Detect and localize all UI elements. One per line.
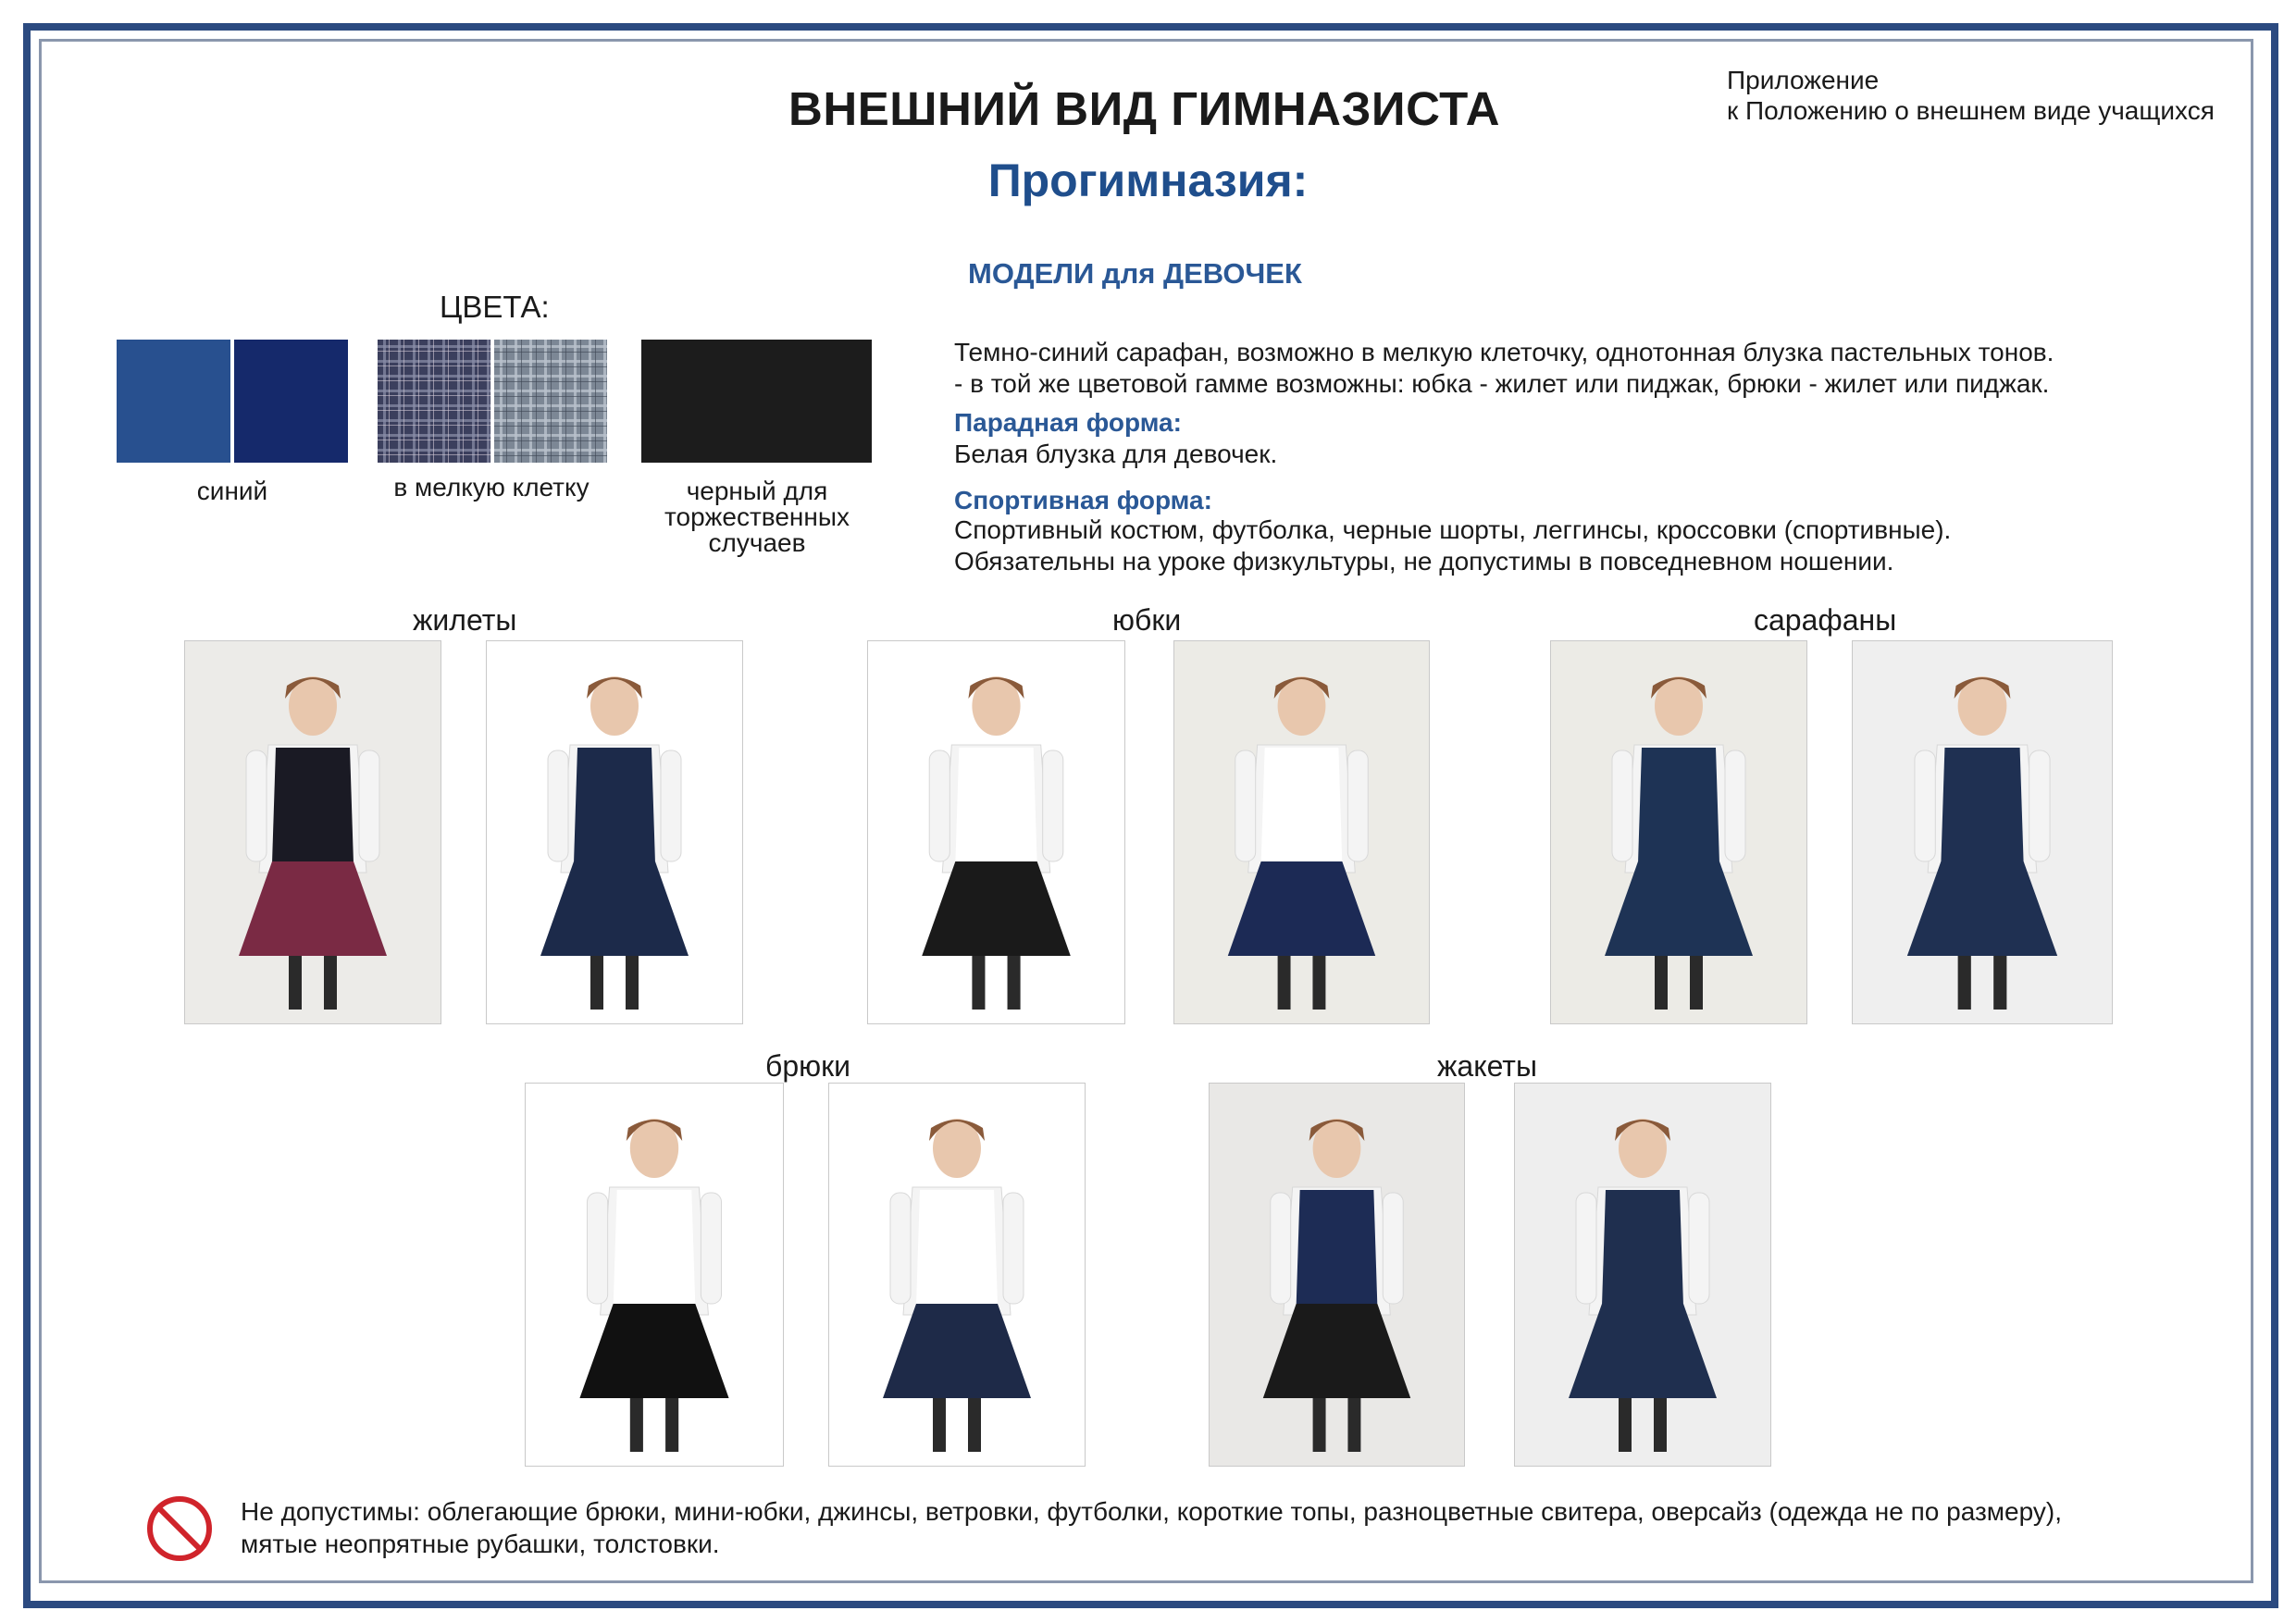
- appendix-line1: Приложение: [1727, 66, 1880, 94]
- swatch-plaid-dark: [378, 340, 490, 463]
- category-trousers: брюки: [765, 1049, 850, 1083]
- models-heading: МОДЕЛИ для ДЕВОЧЕК: [968, 257, 1302, 290]
- category-jackets: жакеты: [1437, 1049, 1537, 1083]
- caption-blue: синий: [196, 477, 268, 505]
- girl-figure-icon: [1551, 641, 1806, 1023]
- photo-skirt-2: [1173, 640, 1430, 1024]
- page-subtitle: Прогимназия:: [987, 155, 1309, 206]
- girl-figure-icon: [1853, 641, 2112, 1023]
- swatch-blue-dark: [234, 340, 348, 463]
- girl-figure-icon: [1210, 1084, 1464, 1466]
- category-sarafans: сарафаны: [1754, 603, 1897, 637]
- category-skirts: юбки: [1112, 603, 1182, 637]
- caption-plaid: в мелкую клетку: [393, 473, 590, 502]
- photo-sarafan-1: [1550, 640, 1807, 1024]
- photo-jacket-2: [1514, 1083, 1771, 1467]
- photo-trousers-2: [828, 1083, 1086, 1467]
- appendix-note: [1727, 65, 2215, 126]
- parade-heading: Парадная форма:: [954, 408, 1182, 437]
- parade-text: Белая блузка для девочек.: [954, 440, 1278, 468]
- sport-heading: Спортивная форма:: [954, 486, 1212, 514]
- category-vests: жилеты: [413, 603, 517, 637]
- caption-black: черный для торжественных случаев: [664, 477, 850, 557]
- appendix-line2: к Положению о внешнем виде учащихся: [1727, 96, 2215, 125]
- girl-figure-icon: [526, 1084, 783, 1466]
- girl-figure-icon: [185, 641, 441, 1023]
- swatch-blue-light: [117, 340, 230, 463]
- photo-vest-2: [486, 640, 743, 1024]
- description: Темно-синий сарафан, возможно в мелкую клеточку, однотонная блузка пастельных тонов. - в той же цветовой гамме возможны: юбка - жилет или пиджак, брюки - жилет или пиджак.: [954, 338, 2054, 398]
- page-title: ВНЕШНИЙ ВИД ГИМНАЗИСТА: [788, 82, 1500, 135]
- photo-sarafan-2: [1852, 640, 2113, 1024]
- sport-text: Спортивный костюм, футболка, черные шорты, леггинсы, кроссовки (спортивные). Обязательны на уроке физкультуры, не допустимы в повседневном ношении.: [954, 515, 1952, 576]
- girl-figure-icon: [1174, 641, 1429, 1023]
- photo-jacket-1: [1209, 1083, 1465, 1467]
- swatch-plaid-gray: [494, 340, 607, 463]
- swatch-black: [641, 340, 872, 463]
- girl-figure-icon: [1515, 1084, 1770, 1466]
- photo-vest-1: [184, 640, 441, 1024]
- photo-skirt-1: [867, 640, 1125, 1024]
- girl-figure-icon: [829, 1084, 1085, 1466]
- girl-figure-icon: [868, 641, 1124, 1023]
- prohibited-notice: Не допустимы: облегающие брюки, мини-юбки, джинсы, ветровки, футболки, короткие топы, разноцветные свитера, оверсайз (одежда не по размеру), мятые неопрятные рубашки, толстовки.: [241, 1497, 2062, 1558]
- colors-label: ЦВЕТА:: [440, 290, 550, 324]
- photo-trousers-1: [525, 1083, 784, 1467]
- prohibited-icon: [145, 1494, 214, 1563]
- girl-figure-icon: [487, 641, 742, 1023]
